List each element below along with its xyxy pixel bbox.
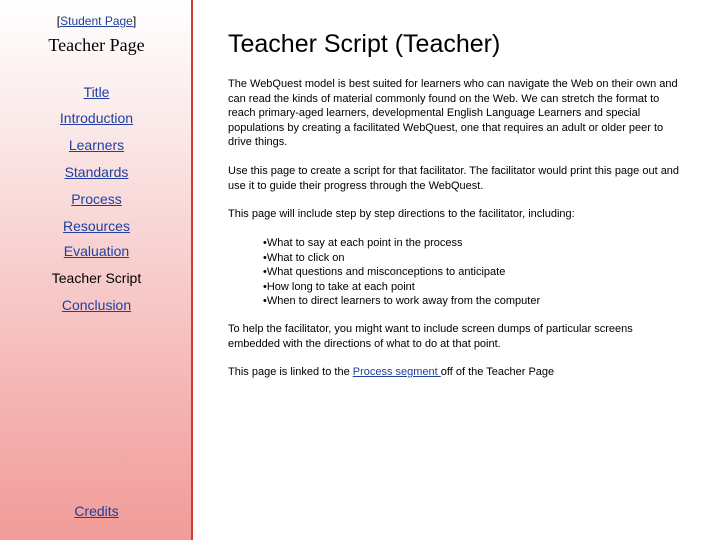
purpose-paragraph: Use this page to create a script for that facilitator. The facilitator would print this page out and use it to guide their progress through the WebQuest.: [228, 165, 680, 192]
nav-link-evaluation[interactable]: Evaluation: [63, 243, 130, 259]
student-page-link-wrapper: [Student Page]: [56, 14, 137, 28]
screen-dumps-paragraph: To help the facilitator, you might want to include screen dumps of particular screens embedded with the directions of what to do at that point.: [228, 323, 633, 350]
link-paragraph-suffix: off of the Teacher Page: [440, 366, 555, 378]
list-item: •When to direct learners to work away from the computer: [263, 295, 541, 307]
nav-item-learners[interactable]: [0, 137, 193, 153]
list-item: •What questions and misconceptions to anticipate: [263, 266, 506, 278]
nav-item-conclusion[interactable]: [0, 297, 193, 313]
directions-list: [263, 236, 663, 309]
student-page-link[interactable]: Student Page: [60, 14, 133, 28]
nav-link-standards[interactable]: Standards: [64, 164, 129, 180]
nav-item-introduction[interactable]: [0, 110, 193, 126]
nav-link-process[interactable]: Process: [71, 191, 122, 207]
list-item: •What to click on: [263, 251, 345, 264]
nav-item-title[interactable]: [0, 84, 193, 100]
nav-item-teacher-script: Teacher Script: [51, 270, 142, 286]
nav-item-evaluation[interactable]: [0, 243, 193, 259]
link-paragraph: [228, 365, 686, 380]
nav-item-resources[interactable]: [0, 218, 193, 234]
list-item: •How long to take at each point: [263, 280, 415, 293]
nav-link-conclusion[interactable]: Conclusion: [61, 297, 132, 313]
nav-link-learners[interactable]: Learners: [68, 137, 125, 153]
credits-link-wrapper[interactable]: [0, 503, 193, 519]
process-segment-link[interactable]: Process segment: [352, 366, 441, 378]
nav-link-resources[interactable]: Resources: [63, 218, 130, 234]
link-paragraph-prefix: This page is linked to the: [228, 366, 353, 378]
nav-link-title[interactable]: Title: [83, 84, 110, 100]
nav-link-introduction[interactable]: Introduction: [59, 110, 134, 126]
credits-link[interactable]: Credits: [74, 503, 119, 519]
list-item: •What to say at each point in the process: [263, 237, 463, 249]
intro-paragraph: The WebQuest model is best suited for learners who can navigate the Web on their own and can read the kinds of material commonly found on the Web. We can stretch the format to reach primary-aged learners, developmental English Language Learners and special populations by creating a facilitated WebQuest, one that requires an adult or older peer to drive things.: [228, 78, 678, 148]
sidebar: [0, 0, 193, 540]
sidebar-title: Teacher Page: [48, 35, 145, 55]
nav-item-standards[interactable]: [0, 164, 193, 180]
includes-paragraph: This page will include step by step directions to the facilitator, including:: [228, 208, 575, 220]
page-title: Teacher Script (Teacher): [228, 30, 501, 58]
nav-item-process[interactable]: [0, 191, 193, 207]
